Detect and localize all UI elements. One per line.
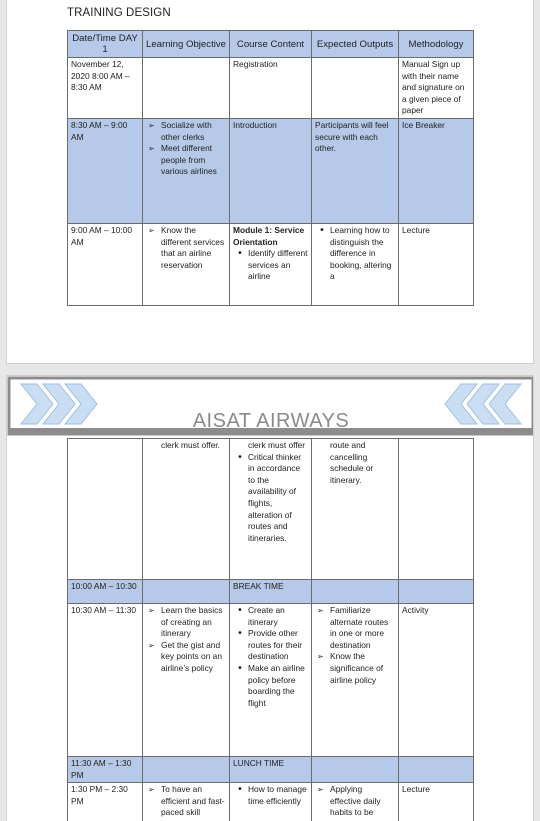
time-cell <box>68 439 143 580</box>
objective-cell <box>143 223 230 305</box>
method-cell: Lecture <box>399 223 474 305</box>
page-header-banner <box>7 376 534 436</box>
table-row <box>68 757 474 783</box>
objective-cell <box>143 118 230 223</box>
method-cell: Lecture <box>399 783 474 821</box>
objective-item: ➢ Get the gist and key points on an airline’s policy <box>148 640 226 675</box>
objective-item: ➢ Learn the basics of creating an itinerary <box>148 605 226 640</box>
column-header-content: Course Content <box>230 31 312 58</box>
document-page-2 <box>6 375 534 821</box>
column-header-methodology: Methodology <box>399 31 474 58</box>
content-cell <box>230 223 312 305</box>
method-cell <box>399 439 474 580</box>
column-header-outputs: Expected Outputs <box>312 31 399 58</box>
content-cell <box>230 439 312 580</box>
method-cell: Ice Breaker <box>399 118 474 223</box>
document-page-1 <box>6 0 534 364</box>
break-label: LUNCH TIME <box>230 757 312 783</box>
outputs-cell <box>312 604 399 757</box>
objective-item: ➢ Know the different services that an airline reservation <box>148 225 226 271</box>
content-cell <box>230 783 312 821</box>
outputs-cell <box>312 58 399 119</box>
objective-cell <box>143 783 230 821</box>
table-row <box>68 783 474 821</box>
content-continued: clerk must offer <box>248 440 306 450</box>
table-row <box>68 223 474 305</box>
objective-continued: clerk must offer. <box>161 440 220 450</box>
column-header-date: Date/Time DAY 1 <box>68 31 143 58</box>
content-cell: Introduction <box>230 118 312 223</box>
outputs-cell <box>312 783 399 821</box>
method-cell <box>399 757 474 783</box>
objective-cell <box>143 58 230 119</box>
content-item: • Make an airline policy before boarding the flight <box>237 663 308 709</box>
method-cell: Manual Sign up with their name and signature on a given piece of paper <box>399 58 474 119</box>
content-item: • Identify different services an airline <box>237 248 308 283</box>
output-item: • Learning how to distinguish the difference in booking, altering a <box>319 225 395 283</box>
objective-item: ➢ To have an efficient and fast-paced skill <box>148 784 226 819</box>
method-cell: Activity <box>399 604 474 757</box>
content-item: • Create an itinerary <box>237 605 308 628</box>
outputs-cell <box>312 757 399 783</box>
time-cell: 1:30 PM – 2:30 PM <box>68 783 143 821</box>
time-cell: 10:00 AM – 10:30 <box>68 580 143 604</box>
time-cell: 9:00 AM – 10:00 AM <box>68 223 143 305</box>
outputs-cell <box>312 223 399 305</box>
content-item: • Critical thinker in accordance to the availability of flights, alteration of routes and itineraries. <box>237 452 308 545</box>
outputs-cell <box>312 439 399 580</box>
training-design-table <box>67 30 474 306</box>
objective-item: ➢ Meet different people from various airlines <box>148 143 226 178</box>
output-item: ➢ Applying effective daily habits to be <box>317 784 395 819</box>
column-header-objective: Learning Objective <box>143 31 230 58</box>
method-cell <box>399 580 474 604</box>
objective-cell <box>143 604 230 757</box>
objective-cell <box>143 757 230 783</box>
content-cell: Registration <box>230 58 312 119</box>
break-label: BREAK TIME <box>230 580 312 604</box>
objective-cell <box>143 580 230 604</box>
content-item: • Provide other routes for their destination <box>237 628 308 663</box>
content-cell <box>230 604 312 757</box>
table-row <box>68 439 474 580</box>
time-cell: 10:30 AM – 11:30 <box>68 604 143 757</box>
outputs-cell: Participants will feel secure with each other. <box>312 118 399 223</box>
outputs-continued: route and cancelling schedule or itinerary. <box>330 440 374 485</box>
training-design-table-continued <box>67 438 474 821</box>
document-heading: TRAINING DESIGN <box>67 7 171 19</box>
objective-cell <box>143 439 230 580</box>
table-row <box>68 58 474 119</box>
table-row <box>68 580 474 604</box>
time-cell: 11:30 AM – 1:30 PM <box>68 757 143 783</box>
outputs-cell <box>312 580 399 604</box>
table-row <box>68 604 474 757</box>
content-item: • How to manage time efficiently <box>237 784 308 807</box>
module-title: Module 1: Service Orientation <box>233 224 305 247</box>
time-cell: November 12, 2020 8:00 AM – 8:30 AM <box>68 58 143 119</box>
time-cell: 8:30 AM – 9:00 AM <box>68 118 143 223</box>
brand-title: AISAT AIRWAYS <box>192 410 350 432</box>
table-row <box>68 118 474 223</box>
output-item: ➢ Familiarize alternate routes in one or more destination <box>317 605 395 651</box>
output-item: ➢ Know the significance of airline policy <box>317 651 395 686</box>
objective-item: ➢ Socialize with other clerks <box>148 120 226 143</box>
